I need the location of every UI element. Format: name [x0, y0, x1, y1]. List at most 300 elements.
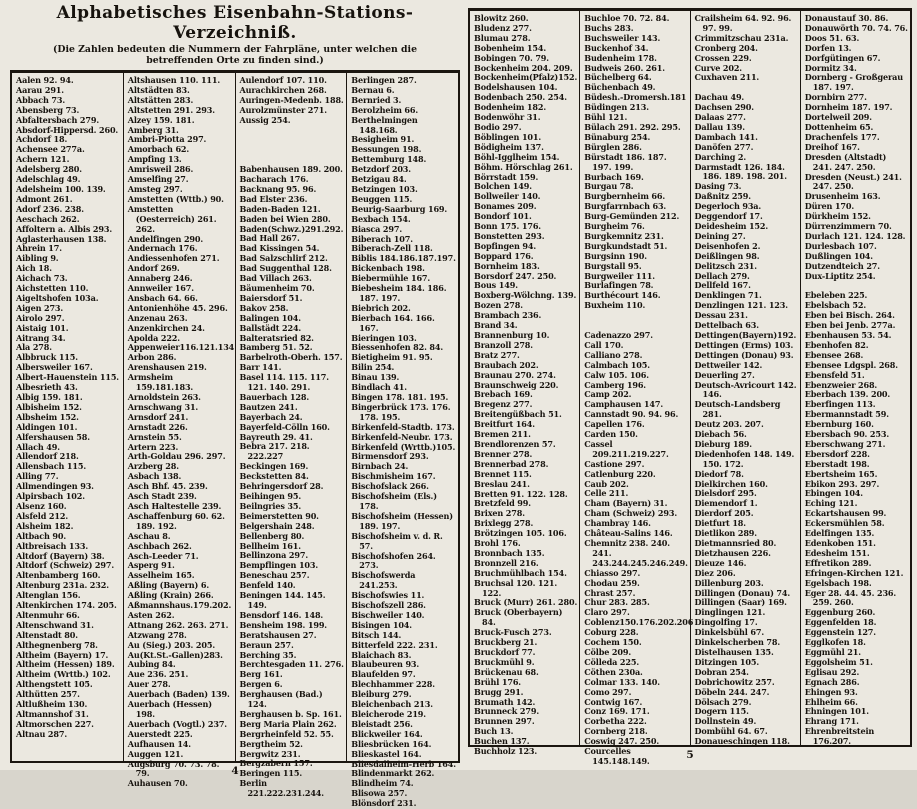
- station-entry: Blaubeuren 93.: [351, 659, 420, 670]
- station-entry: Buchen 137.: [474, 736, 530, 747]
- station-entry: Amselfing 27.: [127, 174, 189, 185]
- station-entry: Auer 278.: [127, 679, 171, 690]
- station-entry: Ebersdorf 228.: [804, 448, 870, 459]
- station-entry: Andiessenhofen 271.: [127, 253, 220, 264]
- station-entry: Beringen 115.: [239, 768, 302, 779]
- station-entry: Arzberg 28.: [127, 461, 179, 472]
- station-entry: Brand 34.: [474, 320, 518, 331]
- station-entry: Bellheim 161.: [239, 540, 301, 551]
- station-entry: Brühl 176.: [474, 676, 521, 687]
- station-entry: Eckartshausen 99.: [804, 508, 887, 519]
- station-entry: Althengstett 105.: [16, 679, 93, 690]
- station-entry: Bretzfeld 99.: [474, 498, 531, 509]
- page-subtitle: (Die Zahlen bedeuten die Nummern der Fahrpläne, unter welchen die betreffenden Orte zu finden sind.): [53, 44, 417, 66]
- station-entry: Budenheim 178.: [584, 52, 657, 63]
- station-entry: Donauwörth 70. 74. 76.: [804, 22, 908, 33]
- station-entry: Eggenstein 127.: [804, 627, 876, 638]
- station-entry: Eckersmühlen 58.: [804, 518, 885, 529]
- station-entry: Bruckmühl 9.: [474, 656, 535, 667]
- station-entry: Camberg 196.: [584, 379, 646, 390]
- station-entry: Breslau 241.: [474, 478, 530, 489]
- station-entry: Burthécourt 146.: [584, 290, 661, 301]
- station-entry: Alzey 159. 181.: [127, 114, 195, 125]
- station-entry: Aschbach 262.: [127, 540, 192, 551]
- station-entry: Alsenz 160.: [16, 500, 67, 511]
- station-entry: Diebach 56.: [694, 429, 747, 440]
- station-entry: Dürkheim 152.: [804, 211, 871, 222]
- station-entry: Buckenhof 34.: [584, 42, 649, 53]
- station-entry: Altbach 90.: [16, 530, 67, 541]
- station-entry: Contwig 167.: [584, 696, 643, 707]
- station-entry: Chiasso 297.: [584, 567, 641, 578]
- station-entry: Ebensfeld 51.: [804, 369, 865, 380]
- station-entry: Bobingen 70. 79.: [474, 52, 549, 63]
- station-entry: Barr 141.: [239, 362, 282, 373]
- station-entry: Bernried 3.: [351, 94, 402, 105]
- station-entry: Amrisweil 286.: [127, 164, 194, 175]
- station-entry: Ampfing 13.: [127, 154, 182, 165]
- left-columns-frame: [10, 70, 460, 809]
- station-entry: Brenner 278.: [474, 448, 533, 459]
- station-entry: Cornberg 218.: [584, 726, 648, 737]
- station-column-8: [801, 11, 910, 745]
- station-entry: Beilngries 35.: [239, 500, 302, 511]
- station-entry: Ebikon 293. 297.: [804, 478, 880, 489]
- station-entry: Berghausen (Bad.) 124.: [239, 689, 323, 710]
- station-entry: Alling 77.: [16, 471, 59, 482]
- station-entry: Durlach 121. 124. 128.: [804, 230, 906, 241]
- station-entry: Aurachkirchen 268.: [239, 84, 327, 95]
- station-entry: Bodio 297.: [474, 121, 522, 132]
- station-entry: Bratz 277.: [474, 349, 520, 360]
- station-entry: Bensdorf 146. 148.: [239, 609, 324, 620]
- station-entry: Auerbach (Hessen) 198.: [127, 699, 212, 719]
- station-entry: Beneschau 257.: [239, 570, 310, 581]
- station-entry: Althegnenberg 78.: [16, 639, 98, 650]
- station-entry: Aßmannshaus.179.202.: [127, 600, 232, 611]
- station-entry: Bödigheim 137.: [474, 141, 544, 152]
- station-entry: Bergen 6.: [239, 679, 283, 690]
- station-entry: Bolchen 149.: [474, 181, 532, 192]
- station-entry: Bad Hall 267.: [239, 233, 300, 244]
- station-entry: Beraun 257.: [239, 639, 294, 650]
- station-entry: Brennet 115.: [474, 468, 532, 479]
- station-entry: Dobran 254.: [694, 666, 749, 677]
- station-entry: Buchloe 70. 72. 84.: [584, 13, 670, 23]
- station-entry: Dachau 49.: [694, 92, 745, 103]
- station-entry: Düren 170.: [804, 201, 854, 212]
- station-entry: Annaberg 246.: [127, 273, 193, 284]
- station-entry: Brötzingen 105. 106.: [474, 528, 567, 539]
- station-entry: Brebach 169.: [474, 389, 533, 400]
- station-entry: Buchholz 123.: [474, 746, 538, 757]
- station-entry: Biebesheim 184. 186. 187. 197.: [351, 283, 447, 303]
- station-entry: Asch-Leeder 71.: [127, 550, 199, 561]
- station-entry: Danöfen 277.: [694, 141, 754, 152]
- station-entry: Brohl 176.: [474, 538, 521, 549]
- station-entry: Cham (Schweiz) 293.: [584, 508, 677, 519]
- station-entry: Bayerfeld-Cölln 160.: [239, 421, 330, 432]
- station-entry: Eglisau 292.: [804, 666, 860, 677]
- station-entry: Cölleda 225.: [584, 656, 640, 667]
- station-entry: Carden 150.: [584, 429, 638, 440]
- station-entry: Anzenau 263.: [127, 312, 188, 323]
- station-entry: Ebingen 104.: [804, 488, 863, 499]
- station-entry: Budweis 260. 261.: [584, 62, 665, 73]
- station-entry: Böhm. Hörschlag 261.: [474, 161, 573, 172]
- station-entry: Aßling (Krain) 266.: [127, 590, 214, 601]
- station-entry: Colmar 133. 140.: [584, 676, 660, 687]
- station-entry: Cuxhaven 211.: [694, 72, 760, 83]
- station-entry: Chur 283. 285.: [584, 597, 650, 608]
- station-entry: Cochem 150.: [584, 637, 642, 648]
- station-entry: Belgershain 248.: [239, 520, 315, 531]
- station-entry: Corbetha 222.: [584, 716, 647, 727]
- station-entry: Brixen 278.: [474, 508, 525, 519]
- station-entry: Beurig-Saarburg 169.: [351, 203, 448, 214]
- station-entry: Albersweiler 167.: [16, 362, 93, 373]
- station-entry: Betzingen 103.: [351, 183, 418, 194]
- station-entry: Bischofszell 286.: [351, 600, 426, 611]
- station-entry: Brixlegg 278.: [474, 518, 534, 529]
- station-entry: Altenkirchen 174. 205.: [16, 600, 117, 611]
- station-entry: Degerloch 93a.: [694, 201, 762, 212]
- station-entry: Bayreuth 29. 41.: [239, 431, 313, 442]
- station-entry: Bodenheim 182.: [474, 102, 547, 113]
- station-entry: Denklingen 71.: [694, 290, 762, 301]
- station-column-5: [470, 11, 580, 757]
- station-entry: Beihingen 95.: [239, 491, 302, 501]
- station-entry: Borsdorf 247. 250.: [474, 270, 557, 281]
- station-entry: Betzdorf 203.: [351, 164, 411, 175]
- page-left: [10, 3, 460, 809]
- station-entry: Adelsheim 100. 139.: [16, 183, 106, 194]
- station-entry: Darmstadt 126. 184. 186. 189. 198. 201.: [694, 161, 787, 182]
- station-entry: Dettingen (Erms) 103.: [694, 339, 794, 350]
- station-entry: Attnang 262. 263. 271.: [127, 619, 229, 630]
- station-entry: Bietigheim 91. 95.: [351, 352, 433, 363]
- station-entry: Burbach 169.: [584, 171, 644, 182]
- station-entry: Bakov 258.: [239, 302, 289, 313]
- station-entry: Asten 262.: [127, 609, 175, 620]
- station-entry: Diedenhofen 148. 149. 150. 172.: [694, 448, 795, 469]
- station-entry: Brumath 142.: [474, 696, 536, 707]
- station-entry: Eger 28. 44. 45. 236. 259. 260.: [804, 587, 897, 608]
- station-entry: Como 297.: [584, 686, 632, 697]
- station-entry: Airolo 297.: [16, 312, 65, 323]
- station-entry: Brennerbad 278.: [474, 458, 549, 469]
- station-entry: Bülach 291. 292. 295.: [584, 121, 681, 132]
- station-entry: Diedorf 78.: [694, 468, 744, 479]
- station-entry: Burgau 78.: [584, 181, 634, 192]
- station-entry: Dettingen(Bayern)192.: [694, 329, 797, 340]
- station-entry: Dillenburg 203.: [694, 577, 764, 588]
- station-entry: Aulendorf 107. 110.: [239, 75, 327, 85]
- station-entry: Courcelles 145.148.149.: [584, 746, 650, 766]
- page-number-right: 5: [686, 749, 694, 761]
- station-entry: Edesheim 151.: [804, 547, 870, 558]
- station-entry: [240, 126, 345, 136]
- station-entry: Behringersdorf 28.: [239, 481, 324, 492]
- station-entry: Abfaltersbach 279.: [16, 114, 99, 125]
- station-entry: Eching 121.: [804, 498, 858, 509]
- station-entry: Bischofswies 11.: [351, 590, 425, 601]
- station-entry: Aussig 254.: [239, 114, 291, 125]
- station-entry: Eberschwang 271.: [804, 438, 886, 449]
- station-entry: Blönsdorf 231.: [351, 798, 417, 809]
- station-entry: Aitrang 34.: [16, 332, 66, 343]
- station-entry: Beckstetten 84.: [239, 471, 309, 482]
- station-entry: Bisingen 104.: [351, 619, 412, 630]
- station-entry: Coswig 247. 250.: [584, 736, 660, 747]
- station-entry: Achern 121.: [16, 154, 70, 165]
- station-entry: Bondorf 101.: [474, 211, 532, 222]
- station-entry: Bliesdalheim-Herb 164.: [351, 758, 456, 769]
- station-entry: Bamberg 51. 52.: [239, 342, 313, 353]
- station-entry: Burgsinn 190.: [584, 250, 647, 261]
- station-entry: Eben bei Bisch. 264.: [804, 310, 895, 321]
- station-entry: Blaichach 83.: [351, 649, 412, 660]
- station-entry: Benfeld 140.: [239, 580, 296, 591]
- station-entry: Amberg 31.: [127, 124, 179, 135]
- station-entry: Ebenhofen 82.: [804, 339, 869, 350]
- station-entry: Dresden (Altstadt) 241. 247. 250.: [804, 151, 887, 172]
- station-entry: Boppard 176.: [474, 250, 534, 261]
- station-entry: Deidesheim 152.: [694, 221, 769, 232]
- station-entry: Bozen 278.: [474, 300, 523, 311]
- station-entry: Dietmannsried 80.: [694, 538, 777, 549]
- station-entry: Dortelweil 209.: [804, 112, 872, 123]
- station-entry: Bad Villach 263.: [239, 273, 312, 284]
- station-entry: Dielsdorf 295.: [694, 488, 757, 499]
- station-entry: Andernach 176.: [127, 243, 198, 254]
- station-entry: Bürstadt 186. 187. 197. 199.: [584, 151, 667, 172]
- station-entry: Ebernburg 160.: [804, 419, 874, 430]
- station-entry: Baden-Baden 121.: [239, 203, 321, 214]
- station-entry: Beuggen 115.: [351, 193, 413, 204]
- station-entry: Burgkundstadt 51.: [584, 240, 668, 251]
- station-entry: Allensbach 115.: [16, 461, 87, 472]
- station-entry: Burgfarrnbach 63.: [584, 201, 667, 212]
- station-entry: Eggenburg 260.: [804, 607, 876, 618]
- station-entry: Drachenfels 177.: [804, 131, 880, 142]
- station-entry: Ansbach 64. 66.: [127, 292, 198, 303]
- station-entry: Bliesbrücken 164.: [351, 738, 432, 749]
- station-entry: Bad Kissingen 54.: [239, 243, 320, 254]
- station-entry: Caub 202.: [584, 478, 629, 489]
- station-entry: Bonstetten 293.: [474, 230, 545, 241]
- page-title: Alphabetisches Eisenbahn-Stations-Verzeichniß.: [56, 3, 414, 43]
- station-entry: Balteratsried 82.: [239, 332, 314, 343]
- station-entry: Aalen 92. 94.: [16, 75, 74, 85]
- station-entry: Annweiler 167.: [127, 283, 194, 294]
- station-entry: Bettemburg 148.: [351, 154, 427, 165]
- station-entry: Armsheim 159.181.183.: [127, 372, 194, 393]
- station-column-2: [124, 73, 236, 789]
- station-entry: Bischofsheim (Els.) 178.: [351, 491, 437, 511]
- station-entry: Bacharach 176.: [239, 174, 309, 184]
- station-entry: Donaueschingen 118.: [694, 736, 790, 747]
- station-entry: Altnau 287.: [16, 728, 67, 739]
- station-entry: Büchenbach 49.: [584, 82, 656, 93]
- station-entry: Admont 261.: [16, 193, 73, 204]
- station-entry: Dottenheim 65.: [804, 121, 874, 132]
- station-entry: Bornheim 183.: [474, 260, 540, 271]
- station-entry: Apolda 222.: [127, 332, 180, 343]
- station-entry: Dobrichowitz 257.: [694, 676, 775, 687]
- station-entry: Bollweiler 140.: [474, 191, 541, 202]
- station-entry: Bischofswerda 241.253.: [351, 570, 416, 591]
- station-entry: Buchsweiler 143.: [584, 32, 661, 43]
- station-entry: Arth-Goldau 296. 297.: [127, 451, 226, 462]
- station-entry: Dietlikon 289.: [694, 528, 757, 539]
- station-entry: Altstädten 83.: [127, 84, 190, 95]
- station-entry: Blechhammer 228.: [351, 679, 435, 690]
- station-entry: Cham (Bayern) 31.: [584, 498, 668, 509]
- station-entry: Deutsch-Avricourt 142. 146.: [694, 379, 797, 400]
- station-entry: Dreihof 167.: [804, 141, 860, 152]
- station-entry: Catlenburg 220.: [584, 468, 656, 479]
- station-entry: Abbach 73.: [16, 94, 66, 105]
- station-entry: Curve 202.: [694, 62, 742, 73]
- station-entry: Beningen 144. 145. 149.: [239, 590, 326, 610]
- station-entry: Arnschwang 31.: [127, 401, 199, 412]
- station-entry: Aichach 73.: [16, 273, 68, 284]
- station-entry: Claro 297.: [584, 607, 630, 618]
- station-entry: Ebersbach 90. 253.: [804, 429, 889, 440]
- station-entry: Dürrenzimmern 70.: [804, 221, 892, 232]
- station-entry: Boxberg-Wölchng. 139.: [474, 290, 577, 301]
- station-entry: Artern 223.: [127, 441, 179, 452]
- station-entry: Altenbamberg 160.: [16, 570, 101, 581]
- station-entry: Bergtheim 52.: [239, 738, 303, 749]
- station-entry: Darching 2.: [694, 151, 747, 162]
- station-entry: Betzigau 84.: [351, 174, 407, 185]
- station-entry: Aigen 273.: [16, 302, 64, 313]
- station-entry: Bitterfeld 222. 231.: [351, 639, 438, 650]
- station-entry: Dessau 231.: [694, 310, 748, 321]
- station-entry: Burgweiler 111.: [584, 270, 655, 281]
- station-entry: Breitfurt 164.: [474, 419, 535, 430]
- station-entry: Burgheim 76.: [584, 221, 645, 232]
- station-entry: Bellenberg 80.: [239, 530, 305, 541]
- station-entry: Arnoldstein 263.: [127, 392, 201, 402]
- station-column-7: [691, 11, 801, 745]
- station-entry: Brückenau 68.: [474, 666, 539, 677]
- station-entry: Alfershausen 58.: [16, 431, 90, 442]
- station-entry: Blindheim 74.: [351, 778, 414, 789]
- station-entry: Aue 236. 251.: [127, 669, 189, 680]
- station-entry: Altenstadt 80.: [16, 629, 78, 640]
- station-entry: Amstetten (Wttb.) 90.: [127, 193, 224, 204]
- station-entry: Au(Kt.St.-Gallen)283.: [127, 649, 223, 660]
- station-entry: Achdorf 18.: [16, 134, 68, 145]
- station-entry: Bruckdorf 77.: [474, 647, 536, 657]
- station-entry: Call 170.: [584, 339, 624, 350]
- station-entry: Albisheim 152.: [16, 401, 82, 412]
- station-entry: Ambri-Piotta 297.: [127, 134, 207, 145]
- station-entry: Crimmitzschau 231a.: [694, 32, 789, 43]
- station-entry: Deutsch-Landsberg 281.: [694, 399, 781, 420]
- station-entry: Dornheim 187. 197.: [804, 102, 893, 113]
- station-entry: Dieburg 189.: [694, 438, 752, 449]
- station-entry: Berolzheim 66.: [351, 104, 419, 115]
- station-entry: Dietfurt 18.: [694, 518, 746, 529]
- station-entry: Eben bei Jenb. 277a.: [804, 320, 896, 331]
- station-entry: Castione 297.: [584, 458, 645, 469]
- station-entry: Daßnitz 259.: [694, 191, 751, 202]
- station-entry: Aurolzmünster 271.: [239, 104, 327, 115]
- station-entry: Dölsach 279.: [694, 696, 752, 707]
- station-entry: Aschaffenburg 60. 62. 189. 192.: [127, 510, 225, 531]
- station-entry: Birkenfeld-Neubr. 173.: [351, 431, 453, 442]
- station-entry: Brambach 236.: [474, 310, 542, 321]
- station-entry: Auggen 121.: [127, 748, 184, 759]
- station-entry: Ditzingen 105.: [694, 656, 760, 667]
- station-entry: Altshausen 110. 111.: [127, 75, 221, 85]
- station-entry: Ehrang 171.: [804, 716, 859, 727]
- station-entry: Camphausen 147.: [584, 399, 664, 410]
- station-entry: Cadenazzo 297.: [584, 329, 653, 340]
- station-entry: Deggendorf 17.: [694, 211, 763, 222]
- station-entry: Edenkoben 151.: [804, 538, 876, 549]
- station-entry: Aglasterhausen 138.: [16, 233, 107, 244]
- station-entry: Chambray 146.: [584, 518, 651, 529]
- station-entry: Baden bei Wien 280.: [239, 213, 331, 224]
- station-entry: Bretten 91. 122. 128.: [474, 488, 568, 499]
- station-entry: Aubing 84.: [127, 659, 176, 670]
- station-entry: Asch Bhf. 45. 239.: [127, 481, 208, 492]
- station-entry: Aschau 8.: [127, 530, 171, 541]
- station-entry: Dinkelsbühl 67.: [694, 627, 765, 638]
- station-entry: Deisenhofen 2.: [694, 240, 761, 251]
- station-entry: Adelschlag 49.: [16, 174, 81, 185]
- station-entry: Deutz 203. 207.: [694, 419, 764, 430]
- station-entry: Blaufelden 97.: [351, 669, 416, 680]
- station-entry: Dutzendteich 27.: [804, 260, 880, 271]
- station-entry: Altstätten 283.: [127, 94, 194, 105]
- station-entry: Aarau 291.: [16, 84, 64, 95]
- station-entry: Aibling 9.: [16, 253, 59, 264]
- station-entry: Böhl-Igglheim 154.: [474, 151, 560, 162]
- station-entry: Beratshausen 27.: [239, 629, 317, 640]
- station-entry: Bleicherode 219.: [351, 709, 426, 719]
- station-entry: Dinglingen 121.: [694, 607, 766, 618]
- station-entry: Allendorf 218.: [16, 451, 79, 462]
- station-entry: Anzenkirchen 24.: [127, 322, 205, 333]
- station-entry: Auringen-Medenb. 188.: [239, 94, 344, 105]
- station-entry: Dillingen (Donau) 74.: [694, 587, 791, 598]
- station-entry: Bayerbach 24.: [239, 411, 303, 422]
- station-entry: Döbeln 244. 247.: [694, 686, 770, 697]
- station-entry: Amstetten (Oesterreich) 261. 262.: [127, 203, 217, 234]
- station-entry: Bellinzona 297.: [239, 550, 309, 561]
- station-entry: Althütten 257.: [16, 689, 80, 700]
- station-entry: Bieringen 103.: [351, 332, 417, 343]
- station-entry: Dieuze 146.: [694, 557, 747, 568]
- station-entry: Bruchsal 120. 121. 122.: [474, 577, 558, 598]
- station-entry: Dorfen 13.: [804, 42, 852, 53]
- station-entry: Crailsheim 64. 92. 96. 97. 99.: [694, 13, 792, 33]
- station-entry: Appenweier116.121.134: [127, 342, 235, 353]
- station-entry: Eberbach 139. 200.: [804, 389, 891, 400]
- station-entry: Dogern 115.: [694, 706, 749, 717]
- station-entry: Ala 278.: [16, 342, 52, 353]
- station-entry: Arbon 286.: [127, 352, 177, 363]
- station-entry: Conz 169. 171.: [584, 706, 650, 717]
- station-entry: Bierbach 164. 166. 167.: [351, 312, 435, 333]
- station-entry: Brunneck 279.: [474, 706, 540, 717]
